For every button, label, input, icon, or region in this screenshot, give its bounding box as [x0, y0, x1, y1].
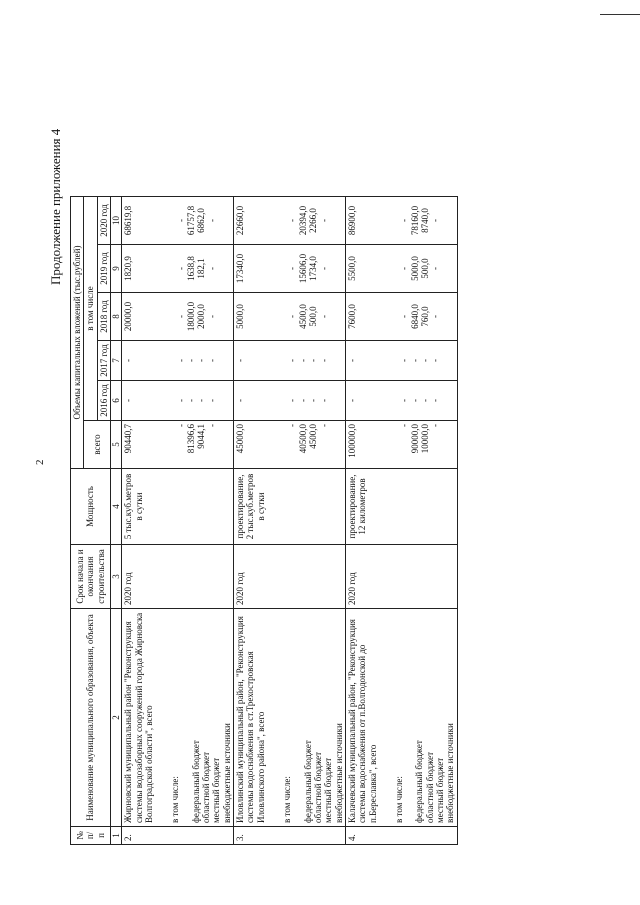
- sub-value-y2017: -: [318, 359, 329, 362]
- column-number: 7: [111, 341, 122, 381]
- column-number-row: [111, 197, 122, 845]
- object-name-cell: [234, 609, 346, 827]
- table-row: [122, 197, 234, 845]
- sub-value-total: -: [399, 424, 410, 427]
- row-number-text: 3.: [235, 834, 246, 841]
- value-y2017: -: [235, 359, 246, 362]
- object-name: Жирновский муниципальный район "Реконструкция системы водозаборных сооружений города Жирновска Волгоградской области", всего: [123, 612, 155, 823]
- funding-source-label: областной бюджет: [312, 751, 323, 823]
- value-cell-y2016: [234, 381, 346, 421]
- construction-term: 2020 год: [123, 572, 134, 605]
- sub-value-y2018: -: [318, 315, 329, 318]
- sub-value-y2018: 760,0: [419, 306, 430, 327]
- header-capacity: Мощность: [71, 469, 111, 545]
- capacity-value: проектирование, 12 километров: [346, 474, 368, 539]
- sub-value-y2016: -: [196, 399, 207, 402]
- header-row-1: [71, 197, 84, 845]
- value-cell-y2020: [122, 197, 234, 245]
- funding-source-label: областной бюджет: [201, 751, 212, 823]
- value-y2017: -: [346, 359, 357, 362]
- value-y2019: 1820,9: [123, 256, 134, 281]
- value-cell-y2019: [122, 245, 234, 293]
- incl-label: в том числе:: [170, 776, 181, 823]
- object-name-cell: [345, 609, 457, 827]
- column-number: 10: [111, 197, 122, 245]
- sub-value-y2020: -: [206, 219, 217, 222]
- sub-value-y2018: -: [206, 315, 217, 318]
- sub-value-y2020: -: [430, 219, 441, 222]
- sub-value-y2017: -: [196, 359, 207, 362]
- value-y2017: -: [123, 359, 134, 362]
- sub-value-y2016: -: [318, 399, 329, 402]
- sub-value-y2019: -: [206, 267, 217, 270]
- sub-value-total: -: [430, 424, 441, 427]
- row-number: [345, 827, 457, 845]
- funding-source-label: местный бюджет: [323, 757, 334, 823]
- funding-source-label: внебюджетные источники: [333, 723, 344, 823]
- sub-value-y2016: -: [175, 399, 186, 402]
- header-year: 2017 год: [97, 341, 110, 381]
- sub-value-y2016: -: [308, 399, 319, 402]
- value-y2016: -: [346, 399, 357, 402]
- value-cell-total: [345, 421, 457, 469]
- header-year: 2016 год: [97, 381, 110, 421]
- sub-value-y2017: -: [430, 359, 441, 362]
- sub-value-y2019: 1734,0: [308, 256, 319, 281]
- sub-value-y2020: -: [318, 219, 329, 222]
- sub-value-y2018: 500,0: [308, 306, 319, 327]
- sub-value-y2017: -: [308, 359, 319, 362]
- funding-source-label: областной бюджет: [424, 751, 435, 823]
- column-number: 4: [111, 469, 122, 545]
- sub-value-y2020: 78160,0: [409, 205, 420, 236]
- column-number: 6: [111, 381, 122, 421]
- header-year: 2018 год: [97, 293, 110, 341]
- sub-value-y2016: -: [206, 399, 217, 402]
- sub-value-y2016: -: [399, 399, 410, 402]
- sub-value-total: -: [318, 424, 329, 427]
- term-cell: [122, 545, 234, 609]
- capacity-value: 5 тыс.куб.метров в сутки: [123, 473, 144, 540]
- header-year: 2020 год: [97, 197, 110, 245]
- sub-value-y2017: -: [399, 359, 410, 362]
- value-cell-y2018: [345, 293, 457, 341]
- capacity-cell: [345, 469, 457, 545]
- value-total: 90440,7: [123, 424, 134, 454]
- sub-value-y2019: 5000,0: [409, 256, 420, 281]
- sub-value-y2020: -: [175, 219, 186, 222]
- table-body: [122, 197, 457, 845]
- sub-value-total: -: [287, 424, 298, 427]
- sub-value-y2019: -: [318, 267, 329, 270]
- header-no: № п/п: [71, 827, 111, 845]
- value-cell-y2019: [345, 245, 457, 293]
- header-incl: в том числе: [84, 197, 97, 421]
- column-number: 3: [111, 545, 122, 609]
- sub-value-y2018: 4500,0: [297, 304, 308, 329]
- row-number-text: 4.: [346, 834, 357, 841]
- sub-value-y2019: 1638,8: [186, 256, 197, 281]
- column-number: 9: [111, 245, 122, 293]
- sub-value-total: 40500,0: [297, 424, 308, 454]
- sub-value-y2017: -: [297, 359, 308, 362]
- sub-value-total: -: [206, 424, 217, 427]
- sub-value-y2020: 61757,8: [186, 205, 197, 236]
- value-y2020: 68619,8: [123, 205, 134, 236]
- construction-term: 2020 год: [235, 572, 246, 605]
- value-cell-y2017: [345, 341, 457, 381]
- sub-value-y2020: -: [287, 219, 298, 222]
- sub-value-y2019: 500,0: [419, 258, 430, 279]
- funding-source-label: федеральный бюджет: [414, 740, 425, 823]
- sub-value-y2019: -: [287, 267, 298, 270]
- value-cell-total: [234, 421, 346, 469]
- row-number-text: 2.: [123, 834, 134, 841]
- term-cell: [345, 545, 457, 609]
- value-cell-y2018: [122, 293, 234, 341]
- sub-value-y2019: -: [430, 267, 441, 270]
- sub-value-y2019: 182,1: [196, 258, 207, 279]
- sub-value-y2018: -: [430, 315, 441, 318]
- sub-value-y2017: -: [175, 359, 186, 362]
- page-number: 2: [34, 459, 46, 465]
- capacity-value: проектирование, 2 тыс.куб.метров в сутки: [235, 473, 266, 540]
- object-name-cell: [122, 609, 234, 827]
- sub-value-y2020: 6862,0: [196, 208, 207, 233]
- funding-source-label: внебюджетные источники: [445, 723, 456, 823]
- header-year: 2019 год: [97, 245, 110, 293]
- sub-value-y2020: 8740,0: [419, 208, 430, 233]
- value-y2018: 7600,0: [346, 304, 357, 329]
- value-y2019: 17340,0: [235, 253, 246, 284]
- sub-value-y2019: 15606,0: [297, 253, 308, 284]
- header-volume: Объемы капитальных вложений (тыс.рублей): [71, 197, 84, 469]
- header-total: всего: [84, 421, 111, 469]
- column-number: 5: [111, 421, 122, 469]
- construction-term: 2020 год: [346, 572, 357, 605]
- incl-label: в том числе:: [282, 776, 293, 823]
- header-name: Наименование муниципального образования, объекта: [71, 609, 111, 827]
- value-cell-y2020: [234, 197, 346, 245]
- term-cell: [234, 545, 346, 609]
- funding-source-label: федеральный бюджет: [302, 740, 313, 823]
- sub-value-y2017: -: [419, 359, 430, 362]
- incl-label: в том числе:: [393, 776, 404, 823]
- sub-value-y2020: -: [399, 219, 410, 222]
- value-y2020: 22660,0: [235, 205, 246, 236]
- appendix-caption: Продолжение приложения 4: [48, 128, 63, 285]
- sub-value-y2020: 20394,0: [297, 205, 308, 236]
- value-cell-y2018: [234, 293, 346, 341]
- sub-value-y2020: 2266,0: [308, 208, 319, 233]
- value-cell-y2016: [122, 381, 234, 421]
- sub-value-y2017: -: [186, 359, 197, 362]
- value-cell-y2017: [122, 341, 234, 381]
- value-cell-total: [122, 421, 234, 469]
- value-y2016: -: [235, 399, 246, 402]
- column-number: 1: [111, 827, 122, 845]
- value-total: 45000,0: [235, 424, 246, 454]
- capacity-cell: [122, 469, 234, 545]
- sub-value-y2018: 18000,0: [186, 301, 197, 332]
- sub-value-y2016: -: [186, 399, 197, 402]
- sub-value-y2016: -: [409, 399, 420, 402]
- sub-value-total: 4500,0: [308, 424, 319, 449]
- table-row: [345, 197, 457, 845]
- sub-value-y2016: -: [287, 399, 298, 402]
- sub-value-y2016: -: [419, 399, 430, 402]
- value-y2018: 20000,0: [123, 301, 134, 332]
- sub-value-y2018: -: [287, 315, 298, 318]
- value-cell-y2017: [234, 341, 346, 381]
- sub-value-y2019: -: [175, 267, 186, 270]
- row-number: [234, 827, 346, 845]
- capacity-cell: [234, 469, 346, 545]
- sub-value-y2019: -: [399, 267, 410, 270]
- header-term: Срок начала и окончания строительства: [71, 545, 111, 609]
- value-cell-y2019: [234, 245, 346, 293]
- sub-value-y2017: -: [206, 359, 217, 362]
- sub-value-total: 9044,1: [196, 424, 207, 449]
- investment-table: [70, 196, 458, 845]
- table-row: [234, 197, 346, 845]
- sub-value-y2016: -: [430, 399, 441, 402]
- value-y2019: 5500,0: [346, 256, 357, 281]
- sub-value-y2017: -: [409, 359, 420, 362]
- value-total: 100000,0: [346, 424, 357, 458]
- object-name: Иловлинский муниципальный район, "Реконструкция системы водоснабжения в ст.Трехостровская Иловлинского района", всего: [235, 616, 266, 823]
- sub-value-total: 10000,0: [419, 424, 430, 454]
- row-number: [122, 827, 234, 845]
- sub-value-y2016: -: [297, 399, 308, 402]
- sub-value-total: -: [175, 424, 186, 427]
- value-cell-y2016: [345, 381, 457, 421]
- value-y2020: 86900,0: [346, 205, 357, 236]
- sub-value-total: 81396,6: [186, 424, 197, 454]
- funding-source-label: федеральный бюджет: [190, 740, 201, 823]
- sub-value-y2018: -: [399, 315, 410, 318]
- sub-value-y2018: -: [175, 315, 186, 318]
- column-number: 8: [111, 293, 122, 341]
- value-y2018: 5000,0: [235, 304, 246, 329]
- value-cell-y2020: [345, 197, 457, 245]
- sub-value-y2018: 2000,0: [196, 304, 207, 329]
- sub-value-y2018: 6840,0: [409, 304, 420, 329]
- column-number: 2: [111, 609, 122, 827]
- object-name: Калачевский муниципальный район, "Реконструкция системы водоснабжения от п.Волгодонской до п.Береславка", всего: [346, 619, 378, 823]
- funding-source-label: местный бюджет: [434, 757, 445, 823]
- funding-source-label: местный бюджет: [211, 757, 222, 823]
- sub-value-total: 90000,0: [409, 424, 420, 454]
- funding-source-label: внебюджетные источники: [221, 723, 232, 823]
- value-y2016: -: [123, 399, 134, 402]
- sub-value-y2017: -: [287, 359, 298, 362]
